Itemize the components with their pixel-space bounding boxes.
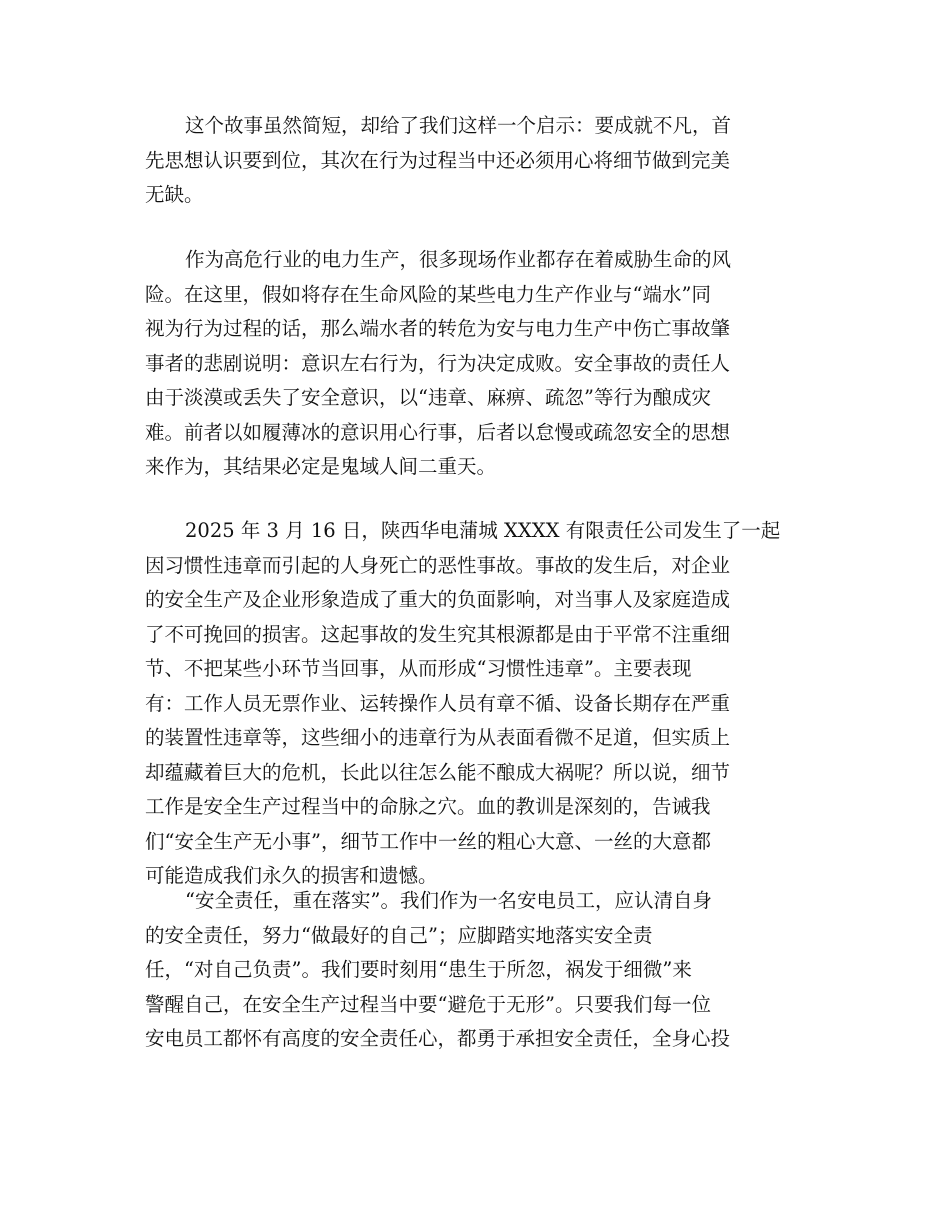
paragraph-2-line-1: 作为高危行业的电力生产，很多现场作业都存在着威胁生命的风 bbox=[185, 248, 732, 271]
paragraph-3-line-6: 有：工作人员无票作业、运转操作人员有章不循、设备长期存在严重 bbox=[145, 691, 731, 715]
paragraph-4-line-5: 安电员工都怀有高度的安全责任心，都勇于承担安全责任，全身心投 bbox=[145, 1027, 731, 1050]
paragraph-1-line-3: 无缺。 bbox=[145, 183, 204, 206]
paragraph-3-line-8: 却蕴藏着巨大的危机，长此以往怎么能不酿成大祸呢？所以说，细节 bbox=[145, 760, 731, 784]
paragraph-3-line-3: 的安全生产及企业形象造成了重大的负面影响，对当事人及家庭造成 bbox=[145, 588, 731, 611]
paragraph-4-line-4: 警醒自己，在安全生产过程当中要“避危于无形”。只要我们每一位 bbox=[145, 992, 711, 1016]
paragraph-4-line-3: 任，“对自己负责”。我们要时刻用“患生于所忽，祸发于细微”来 bbox=[145, 958, 692, 981]
paragraph-3-line-4: 了不可挽回的损害。这起事故的发生究其根源都是由于平常不注重细 bbox=[145, 622, 731, 646]
paragraph-3-line-11: 可能造成我们永久的损害和遗憾。 bbox=[145, 864, 438, 887]
paragraph-3-line-7: 的装置性违章等，这些细小的违章行为从表面看微不足道，但实质上 bbox=[145, 726, 731, 749]
paragraph-2-line-2: 险。在这里，假如将存在生命风险的某些电力生产作业与“端水”同 bbox=[145, 282, 711, 306]
paragraph-3-line-5: 节、不把某些小环节当回事，从而形成“习惯性违章”。主要表现 bbox=[145, 657, 692, 680]
paragraph-2-line-3: 视为行为过程的话，那么端水者的转危为安与电力生产中伤亡事故肇 bbox=[145, 317, 731, 340]
paragraph-4-line-2: 的安全责任，努力“做最好的自己”；应脚踏实地落实安全责 bbox=[145, 923, 653, 947]
paragraph-3-line-2: 因习惯性违章而引起的人身死亡的恶性事故。事故的发生后，对企业 bbox=[145, 553, 731, 577]
paragraph-3-line-1: 2025 年 3 月 16 日，陕西华电蒲城 XXXX 有限责任公司发生了一起 bbox=[185, 519, 781, 542]
paragraph-3-line-10: 们“安全生产无小事”，细节工作中一丝的粗心大意、一丝的大意都 bbox=[145, 829, 711, 853]
paragraph-3-line-9: 工作是安全生产过程当中的命脉之穴。血的教训是深刻的，告诫我 bbox=[145, 795, 711, 818]
paragraph-2-line-4: 事者的悲剧说明：意识左右行为，行为决定成败。安全事故的责任人 bbox=[145, 351, 731, 375]
paragraph-4-line-1: “安全责任，重在落实”。我们作为一名安电员工，应认清自身 bbox=[185, 889, 712, 912]
paragraph-2-line-5: 由于淡漠或丢失了安全意识，以“违章、麻痹、疏忽”等行为酿成灾 bbox=[145, 386, 711, 409]
paragraph-1-line-2: 先思想认识要到位，其次在行为过程当中还必须用心将细节做到完美 bbox=[145, 148, 731, 172]
paragraph-2-line-7: 来作为，其结果必定是鬼域人间二重天。 bbox=[145, 455, 497, 478]
paragraph-2-line-6: 难。前者以如履薄冰的意识用心行事，后者以怠慢或疏忽安全的思想 bbox=[145, 420, 731, 444]
paragraph-1-line-1: 这个故事虽然简短，却给了我们这样一个启示：要成就不凡，首 bbox=[185, 114, 732, 137]
